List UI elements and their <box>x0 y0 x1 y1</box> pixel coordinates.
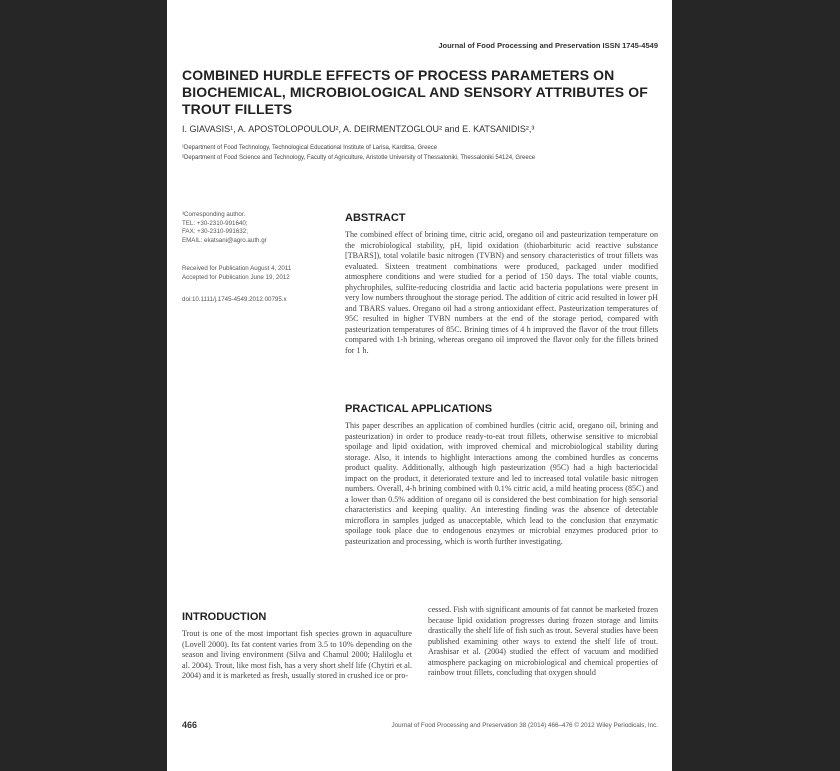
affiliation-2: ²Department of Food Science and Technology, Faculty of Agriculture, Aristotle University of Thessaloniki, Thessaloniki 54124, Greece <box>182 155 536 161</box>
page-number: 466 <box>182 720 198 730</box>
author-list: I. GIAVASIS¹, A. APOSTOLOPOULOU², A. DEIRMENTZOGLOU² and E. KATSANIDIS²,³ <box>182 124 535 134</box>
practical-applications-text: This paper describes an application of combined hurdles (citric acid, oregano oil, brining and pasteurization) in order to produce ready-to-eat trout fillets, otherwise sensitive to microbial spoilage and lipid oxidation, with improved chemical and microbiological stability during storage. Also, it intends to highlight interactions among the combined hurdles as concerns product quality. Additionally, although high pasteurization (95C) had a high bacteriocidal impact on the product, it deteriorated texture and led to increased total volatile basic nitrogen numbers. Overall, 4-h brining combined with 0.1% citric acid, a mild heating process (85C) and a lower than 0.5% addition of oregano oil is considered the best combination for high sensorial characteristics and keeping quality. An interesting finding was the absence of detectable microflora in samples judged as unacceptable, which lead to the conclusion that enzymatic spoilage took place due to endogenous enzymes or microbial enzymes produced prior to pasteurization and processing, which is worth further investigating. <box>345 421 658 546</box>
abstract-heading: ABSTRACT <box>345 212 406 224</box>
journal-header: Journal of Food Processing and Preservation ISSN 1745-4549 <box>438 41 658 50</box>
footer-citation: Journal of Food Processing and Preservation 38 (2014) 466–476 © 2012 Wiley Periodicals, Inc. <box>391 722 658 729</box>
received-date: Received for Publication August 4, 2011 <box>182 265 292 272</box>
accepted-date: Accepted for Publication June 19, 2012 <box>182 273 290 281</box>
abstract-text: The combined effect of brining time, citric acid, oregano oil and pasteurization temperature on the microbiological stability, pH, lipid oxidation (thiobarbituric acid reactive substance [TBARS]), total volatile basic nitrogen (TVBN) and sensory characteristics of trout fillets was evaluated. Sixteen treatment combinations were produced, packaged under modified atmosphere conditions and were studied for a period of 150 days. The total viable counts, phychrophiles, sulfite-reducing clostridia and lactic acid bacteria populations were present in very low numbers throughout the storage period. The addition of citric acid resulted in lower pH and TBARS values. Oregano oil had a strong antioxidant effect. Pasteurization temperatures of 95C resulted in higher TVBN numbers at the end of the storage period, compared with pasteurization temperatures of 85C. Brining times of 4 h improved the flavor of the trout fillets compared with 1-h brining, whereas oregano oil improved the flavor only for the fillets brined for 1 h. <box>345 230 658 355</box>
correspondence-line: TEL: +30-2310-991640; <box>182 219 248 227</box>
paper-page <box>167 0 672 771</box>
correspondence-line: ³Corresponding author. <box>182 211 246 218</box>
correspondence-block <box>182 211 332 245</box>
practical-applications-heading: PRACTICAL APPLICATIONS <box>345 403 493 415</box>
introduction-heading: INTRODUCTION <box>182 611 267 623</box>
introduction-right-column: cessed. Fish with significant amounts of fat cannot be marketed frozen because lipid oxidation progresses during frozen storage and limits drastically the shelf life of fish such as trout. Several studies have been published examining other ways to extend the shelf life of trout. Arashisar et al. (2004) studied the effect of vacuum and modified atmosphere packaging on microbiological and chemical properties of rainbow trout fillets, concluding that oxygen should <box>428 605 658 677</box>
paper-title: COMBINED HURDLE EFFECTS OF PROCESS PARAMETERS ON BIOCHEMICAL, MICROBIOLOGICAL AND SENSORY ATTRIBUTES OF TROUT FILLETS <box>182 67 648 117</box>
doi-link[interactable]: doi:10.1111/j.1745-4549.2012.00795.x <box>182 296 287 303</box>
correspondence-email[interactable]: EMAIL: ekatsani@agro.auth.gr <box>182 236 267 244</box>
affiliation-1: ¹Department of Food Technology, Technological Educational Institute of Larisa, Karditsa, Greece <box>182 145 438 151</box>
publication-dates <box>182 265 332 282</box>
introduction-left-column: Trout is one of the most important fish species grown in aquaculture (Lovell 2000). Its fat content varies from 3.5 to 10% depending on the season and living environment (Silva and Chamul 2000; Haliloglu et al. 2004). Trout, like most fish, has a very short shelf life (Chytiri et al. 2004) and it is marketed as fresh, usually stored in crushed ice or pro- <box>182 629 412 680</box>
correspondence-line: FAX: +30-2310-991632; <box>182 228 248 236</box>
